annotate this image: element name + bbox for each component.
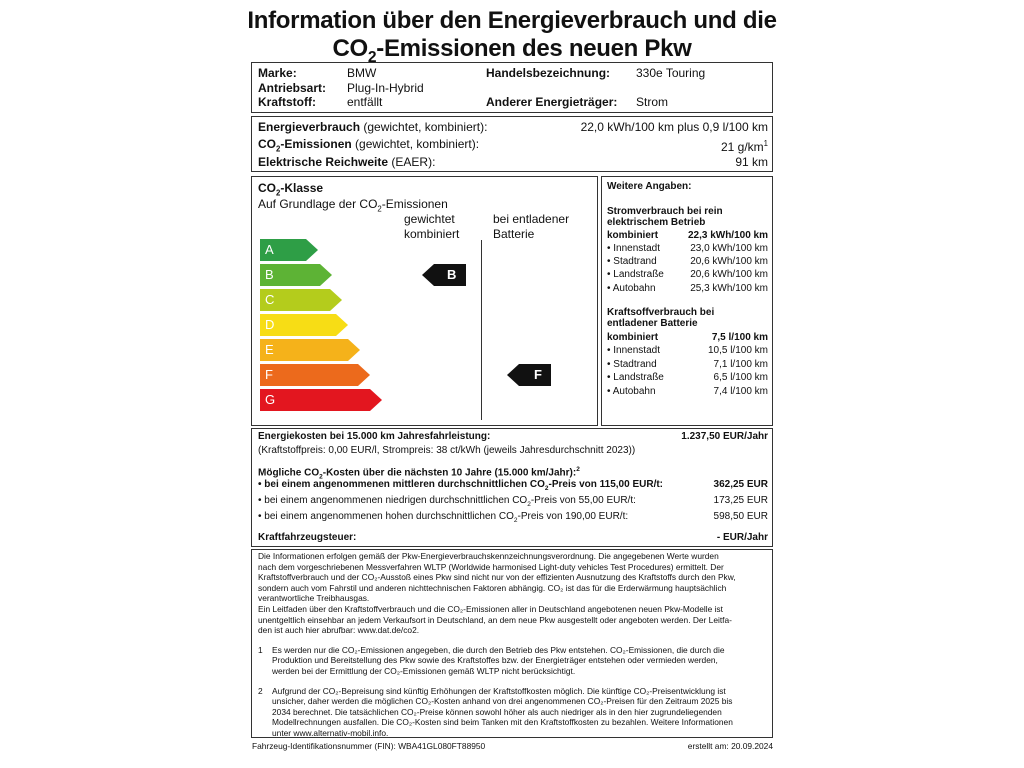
col2-line1: bei entladener <box>493 212 570 226</box>
prices-note: (Kraftstoffpreis: 0,00 EUR/l, Strompreis: 38 ct/kWh (jeweils Jahresdurchschnitt 2023)) <box>258 445 636 456</box>
kraft-landstrasse-value: 6,5 l/100 km <box>713 372 768 383</box>
fn-p1-l5: verantwortliche Treibhausgas. <box>258 593 370 604</box>
co2-class-basis-sub: 2 <box>377 204 382 214</box>
high-a: • bei einem angenommenen hohen durchschnittlichen CO <box>258 511 514 522</box>
strom-autobahn-label: • Autobahn <box>607 283 656 294</box>
co2-qual: (gewichtet, kombiniert): <box>351 137 480 151</box>
further-heading: Weitere Angaben: <box>607 181 692 192</box>
kraft-landstrasse-label: • Landstraße <box>607 372 664 383</box>
fn-n1-num: 1 <box>258 644 263 655</box>
fn-n2-l5: unter www.alternativ-mobil.info. <box>272 727 389 738</box>
col1-line1: gewichtet <box>404 212 455 226</box>
co2-row <box>258 137 479 156</box>
fn-p2-l3: den ist auch hier abrufbar: www.dat.de/co2. <box>258 625 420 636</box>
co2-costs-sup: 2 <box>576 466 580 473</box>
strom-heading2: elektrischem Betrieb <box>607 217 706 228</box>
energiekosten-label: Energiekosten bei 15.000 km Jahresfahrleistung: <box>258 431 491 442</box>
column-divider <box>481 240 482 420</box>
co2-class-basis-b: -Emissionen <box>381 197 448 211</box>
strom-heading1: Stromverbrauch bei rein <box>607 206 723 217</box>
created-date: erstellt am: 20.09.2024 <box>687 741 773 751</box>
class-g-arrow <box>260 389 384 411</box>
fn-p1-l2: nach dem vorgeschriebenen Messverfahren WLTP (Worldwide harmonised Light-duty vehicles Test Procedures) ermittelt. Der <box>258 561 724 572</box>
kraftstoff-value: entfällt <box>347 95 383 109</box>
reichweite-row <box>258 155 435 169</box>
col2-line2: Batterie <box>493 227 535 241</box>
steuer-label: Kraftfahrzeugsteuer: <box>258 532 357 543</box>
kraft-stadtrand-label: • Stadtrand <box>607 359 657 370</box>
energiekosten-value: 1.237,50 EUR/Jahr <box>681 431 768 442</box>
reichweite-qual: (EAER): <box>388 155 436 169</box>
strom-innenstadt-label: • Innenstadt <box>607 243 660 254</box>
antrieb-value: Plug-In-Hybrid <box>347 81 424 95</box>
kraft-combined-value: 7,5 l/100 km <box>711 332 768 343</box>
high-value: 598,50 EUR <box>713 511 768 522</box>
class-e-arrow <box>260 339 362 361</box>
mid-value: 362,25 EUR <box>713 479 768 490</box>
low-b: -Preis von 55,00 EUR/t: <box>530 495 636 506</box>
fn-n1-l1: Es werden nur die CO₂-Emissionen angegeben, die durch den Betrieb des Pkw entstehen. CO₂-Emissionen, die durch die <box>272 644 725 655</box>
kraft-innenstadt-value: 10,5 l/100 km <box>707 345 768 356</box>
fn-n2-l2: unsicher, daher werden die möglichen CO₂-Kosten anhand von drei angenommenen CO₂-Preisen für den Zeitraum 2025 bis <box>272 696 733 707</box>
kraft-autobahn-value: 7,4 l/100 km <box>713 386 768 397</box>
class-b-letter: B <box>265 267 274 282</box>
co2-class-header-a: CO <box>258 181 276 195</box>
fn-n2-l3: 2034 berechnet. Die tatsächlichen CO₂-Preise können sowohl höher als auch niedriger als in den hier zugrundeliegenden <box>272 706 722 717</box>
co2-value-sup: 1 <box>763 139 768 148</box>
fn-n2-l1: Aufgrund der CO₂-Bepreisung sind künftig Erhöhungen der Kraftstoffkosten möglich. Die künftige CO₂-Preisentwicklung ist <box>272 685 726 696</box>
kraft-heading2: entladener Batterie <box>607 318 698 329</box>
energie-label: Anderer Energieträger: <box>486 95 618 109</box>
class-f-arrow <box>260 364 372 386</box>
footnotes-text <box>258 551 770 739</box>
strom-landstrasse-label: • Landstraße <box>607 269 664 280</box>
fn-p1-l3: Kraftstoffverbrauch und der CO₂-Ausstoß eines Pkw sind nicht nur von der effizienten Ausnutzung des Kraftstoffs durch den Pkw, <box>258 572 736 583</box>
co2-class-header-b: -Klasse <box>280 181 324 195</box>
handel-label: Handelsbezeichnung: <box>486 66 611 80</box>
verbrauch-label: Energieverbrauch <box>258 120 361 134</box>
co2-label-a: CO <box>258 137 276 151</box>
footnote-1 <box>258 645 770 677</box>
co2-cost-high <box>258 511 628 527</box>
co2-label-sub: 2 <box>276 144 281 154</box>
page-title-line1: Information über den Energieverbrauch und die <box>247 7 777 34</box>
low-a: • bei einem angenommenen niedrigen durchschnittlichen CO <box>258 495 528 506</box>
low-value: 173,25 EUR <box>713 495 768 506</box>
fn-p2-l2: unentgeltlich einsehbar an jedem Verkaufsort in Deutschland, an dem neue Pkw ausgestellt oder angeboten werden. Der Leitfa- <box>258 614 732 625</box>
fn-n1-l3: werden bei der Ermittlung der CO₂-Emissionen gemäß WLTP nicht berücksichtigt. <box>272 665 576 676</box>
discharged-class-letter: F <box>534 367 542 382</box>
mid-sub: 2 <box>544 485 549 492</box>
class-a-letter: A <box>265 242 274 257</box>
title-rest: -Emissionen des neuen Pkw <box>376 35 692 62</box>
co2-class-basis-a: Auf Grundlage der CO <box>258 197 378 211</box>
high-sub: 2 <box>513 517 518 524</box>
verbrauch-qual: (gewichtet, kombiniert): <box>360 120 488 134</box>
co2-costs-a: Mögliche CO <box>258 467 320 479</box>
reichweite-value: 91 km <box>735 155 768 169</box>
kraft-autobahn-label: • Autobahn <box>607 386 656 397</box>
col1-line2: kombiniert <box>404 227 460 241</box>
weighted-class-letter: B <box>447 267 457 282</box>
marke-value: BMW <box>347 66 377 80</box>
strom-stadtrand-label: • Stadtrand <box>607 256 657 267</box>
class-c-letter: C <box>265 292 275 307</box>
fn-p1-l4: sondern auch vom Fahrstil und anderen nichttechnischen Faktoren abhängig. CO₂ ist das für die Erderwärmung hauptsächlich <box>258 582 727 593</box>
class-f-letter: F <box>265 367 273 382</box>
strom-stadtrand-value: 20,6 kWh/100 km <box>690 256 768 267</box>
footnote-2 <box>258 686 770 739</box>
energie-value: Strom <box>636 95 669 109</box>
co2-label-b: -Emissionen <box>280 137 352 151</box>
title-co: CO <box>332 35 368 62</box>
low-sub: 2 <box>527 501 531 508</box>
class-d-letter: D <box>265 317 275 332</box>
marke-label: Marke: <box>258 66 297 80</box>
fn-p2-l1: Ein Leitfaden über den Kraftstoffverbrauch und die CO₂-Emissionen aller in Deutschland angebotenen neuen Pkw-Modelle ist <box>258 603 723 614</box>
fn-n1-l2: Produktion und Bereitstellung des Pkw sowie des Kraftstoffes bzw. der Energieträger entstehen oder vermieden werden, <box>272 655 718 666</box>
fn-n2-l4: Modellrechnungen ausfallen. Die CO₂-Kosten sind beim Tanken mit den Kraftstoffkosten zu bezahlen. Weitere Informationen <box>272 717 733 728</box>
co2-cost-mid <box>258 479 663 495</box>
verbrauch-value: 22,0 kWh/100 km plus 0,9 l/100 km <box>580 120 768 134</box>
kraft-innenstadt-label: • Innenstadt <box>607 345 660 356</box>
class-g-letter: G <box>265 392 276 407</box>
strom-autobahn-value: 25,3 kWh/100 km <box>690 283 768 294</box>
fin-text: Fahrzeug-Identifikationsnummer (FIN): WBA41GL080FT88950 <box>252 741 486 751</box>
verbrauch-row <box>258 120 487 134</box>
kraft-combined-label: kombiniert <box>607 332 659 343</box>
steuer-value: - EUR/Jahr <box>716 532 768 543</box>
strom-combined-label: kombiniert <box>607 230 659 241</box>
co2-cost-low <box>258 495 636 511</box>
co2-costs-sub: 2 <box>319 473 323 481</box>
handel-value: 330e Touring <box>636 66 706 80</box>
class-e-letter: E <box>265 342 274 357</box>
co2-class-header-sub: 2 <box>276 188 281 198</box>
co2-value: 21 g/km <box>720 140 764 154</box>
strom-combined-value: 22,3 kWh/100 km <box>687 230 768 241</box>
strom-landstrasse-value: 20,6 kWh/100 km <box>690 269 768 280</box>
kraftstoff-label: Kraftstoff: <box>258 95 316 109</box>
high-b: -Preis von 190,00 EUR/t: <box>517 511 629 522</box>
reichweite-label: Elektrische Reichweite <box>258 155 389 169</box>
co2-value-row <box>721 137 768 154</box>
co2-costs-b: -Kosten über die nächsten 10 Jahre (15.000 km/Jahr): <box>322 467 577 479</box>
mid-b: -Preis von 115,00 EUR/t: <box>548 479 664 490</box>
kraft-stadtrand-value: 7,1 l/100 km <box>713 359 768 370</box>
antrieb-label: Antriebsart: <box>258 81 327 95</box>
title-sub: 2 <box>367 48 377 66</box>
strom-innenstadt-value: 23,0 kWh/100 km <box>690 243 768 254</box>
fn-n2-num: 2 <box>258 685 263 696</box>
kraft-heading1: Kraftsoffverbrauch bei <box>607 307 715 318</box>
mid-a: • bei einem angenommenen mittleren durchschnittlichen CO <box>258 479 545 490</box>
fn-p1-l1: Die Informationen erfolgen gemäß der Pkw-Energieverbrauchskennzeichnungsverordnung. Die angegebenen Werte wurden <box>258 551 719 561</box>
